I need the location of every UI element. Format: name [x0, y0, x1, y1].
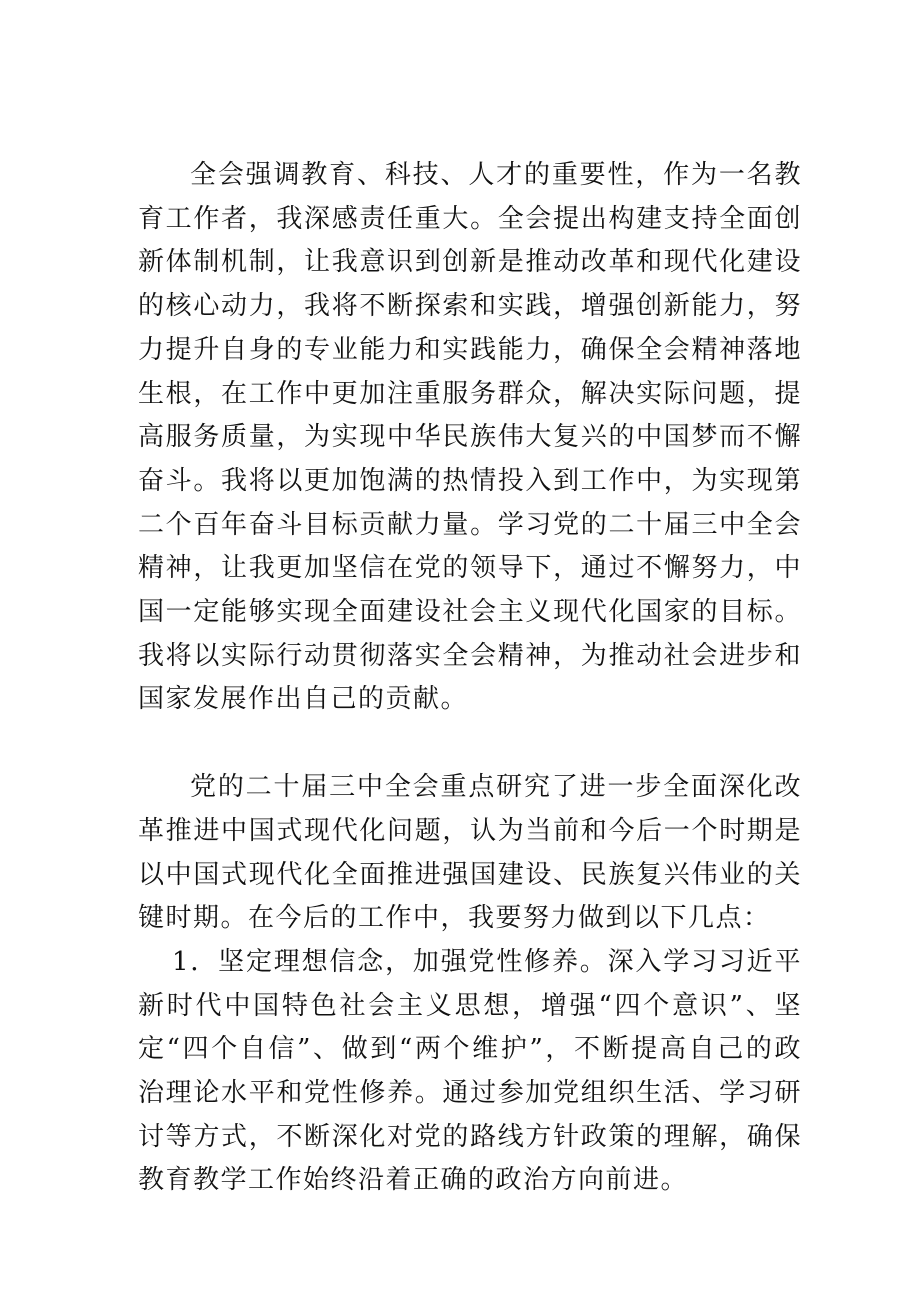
paragraph-reflection: 全会强调教育、科技、人才的重要性，作为一名教育工作者，我深感责任重大。全会提出构建支持全面创新体制机制，让我意识到创新是推动改革和现代化建设的核心动力，我将不断探索和实践，增强创新能力，努力提升自身的专业能力和实践能力，确保全会精神落地生根，在工作中更加注重服务群众，解决实际问题，提高服务质量，为实现中华民族伟大复兴的中国梦而不懈奋斗。我将以更加饱满的热情投入到工作中，为实现第二个百年奋斗目标贡献力量。学习党的二十届三中全会精神，让我更加坚信在党的领导下，通过不懈努力，中国一定能够实现全面建设社会主义现代化国家的目标。我将以实际行动贯彻落实全会精神，为推动社会进步和国家发展作出自己的贡献。: [138, 160, 802, 715]
paragraph-session-summary: 党的二十届三中全会重点研究了进一步全面深化改革推进中国式现代化问题，认为当前和今后一个时期是以中国式现代化全面推进强国建设、民族复兴伟业的关键时期。在今后的工作中，我要努力做到以下几点：: [138, 772, 802, 934]
paragraph-point-1: 1．坚定理想信念，加强党性修养。深入学习习近平新时代中国特色社会主义思想，增强“四个意识”、坚定“四个自信”、做到“两个维护”，不断提高自己的政治理论水平和党性修养。通过参加党组织生活、学习研讨等方式，不断深化对党的路线方针政策的理解，确保教育教学工作始终沿着正确的政治方向前进。: [138, 946, 802, 1196]
document-body: [138, 154, 802, 1203]
